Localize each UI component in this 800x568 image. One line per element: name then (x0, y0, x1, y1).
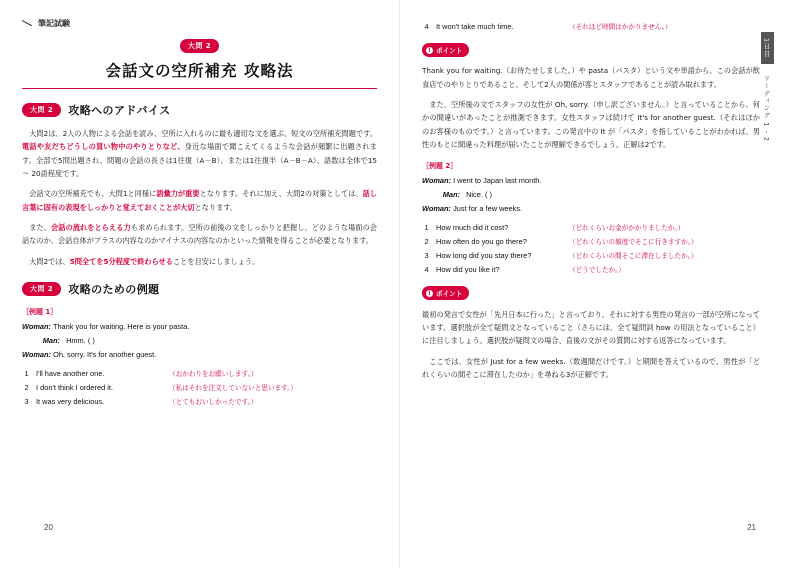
choice-text-en: How long did you stay there? (436, 251, 532, 261)
choice-number: 4 (424, 265, 429, 275)
choice-item[interactable] (422, 249, 760, 263)
choice-number: 2 (424, 237, 429, 247)
choice-text-jp: （おかわりをお願いします。） (169, 369, 258, 378)
page-title: 会話文の空所補充 攻略法 (105, 62, 294, 80)
dialogue-line (422, 175, 760, 188)
example-1-choices (22, 367, 377, 409)
side-tab-day: 1日目 (761, 32, 774, 64)
dialogue-line (422, 203, 760, 216)
speaker-label: Woman: (22, 349, 52, 359)
side-tab (760, 32, 774, 147)
advice-p1-b: 身近な場面で聞こえてくるような会話が頻繁に出題されます。全部で5問出題され、問題の会話の長さは1往復（A－B）、または1往復半（A－B－A）、語数は全体で15 ～ 20語程度です。 (22, 142, 377, 178)
point-heading-2 (422, 286, 760, 300)
example-2-label: ［例題 2］ (422, 162, 458, 171)
point-2-paragraph-1: 最初の発言で女性が「先月日本に行った」と言っており、それに対する男性の発言の一部が空所になっています。選択肢が全て疑問文となっていること（さらには、全て疑問詞 how の用法となっていること）に注目しましょう。選択肢が疑問文の場合、直後の文がその質問に対する返答になっています。 (422, 309, 760, 346)
advice-p4-highlight: 5問全てを5分程度で終わらせる (69, 256, 173, 266)
section-examples-heading (22, 281, 377, 297)
choice-item[interactable] (22, 395, 377, 409)
dialogue-line (422, 189, 760, 202)
section-title-1: 攻略へのアドバイス (68, 104, 171, 117)
speaker-label: Man: (42, 335, 60, 345)
speaker-label: Man: (442, 190, 460, 200)
choice-text-jp: （どうでしたか。） (569, 266, 626, 275)
choice-item[interactable] (22, 367, 377, 381)
advice-p2-highlight-2: 話し言葉に固有の表現をしっかりと覚えておくことが大切 (22, 189, 377, 212)
exclamation-icon: ! (426, 47, 433, 54)
dialogue-text: I went to Japan last month. (453, 176, 542, 186)
advice-p3-highlight: 会話の流れをとらえる力 (50, 222, 131, 232)
advice-paragraph-4 (22, 255, 377, 268)
choice-item[interactable] (422, 263, 760, 277)
choice-text-en: It was very delicious. (36, 396, 105, 406)
choice-text-jp: （どれくらいの間そこに滞在しましたか。） (569, 252, 698, 261)
dialogue-line (22, 321, 377, 334)
page-number-left: 20 (44, 523, 53, 532)
dialogue-text: Oh, sorry. It's for another guest. (53, 349, 157, 359)
section-badge-1: 大問 2 (22, 103, 61, 117)
page-header-label (22, 18, 377, 29)
choice-text-en: I'll have another one. (36, 368, 105, 378)
advice-p4-a: 大問2では、 (29, 256, 70, 266)
choice-text-en: It won't take much time. (436, 22, 514, 31)
choice-text-en: How often do you go there? (436, 237, 527, 247)
advice-paragraph-3 (22, 221, 377, 248)
speaker-label: Woman: (422, 204, 452, 214)
advice-p2-c: となります。 (194, 202, 238, 212)
point-heading-1 (422, 43, 760, 57)
advice-p4-b: ことを目安にしましょう。 (172, 256, 260, 266)
choice-text-jp: （どれくらいお金がかかりましたか。） (569, 224, 685, 233)
choice-item[interactable] (422, 235, 760, 249)
point-badge-1 (422, 43, 469, 57)
advice-p1-highlight: 電話や友だちどうしの買い物中のやりとりなど、 (22, 142, 185, 152)
section-advice-heading (22, 102, 377, 118)
dialogue-line (22, 349, 377, 362)
choice-text-jp: （とてもおいしかったです。） (169, 397, 258, 406)
choice-number: 3 (424, 251, 429, 261)
example-1-label: ［例題 1］ (22, 307, 58, 316)
advice-p2-a: 会話文の空所補充でも、大問1と同様に (29, 189, 157, 199)
choice-item[interactable] (422, 221, 760, 235)
example-2-choices (422, 221, 760, 277)
point-2-paragraph-2: ここでは、女性が Just for a few weeks.（数週間だけです。）と期間を答えているので、男性が「どれくらいの間そこに滞在したのか」を尋ねる3が正解です。 (422, 356, 760, 380)
example-1-choices-continued (422, 20, 760, 34)
point-badge-label: ポイント (436, 47, 463, 56)
dialogue-text: Thank you for waiting. Here is your pasta. (52, 321, 190, 331)
choice-item[interactable] (422, 20, 760, 34)
choice-number: 4 (424, 22, 429, 31)
pen-icon (22, 19, 34, 28)
advice-p1-a: 大問2は、2人の人物による会話を読み、空所に入れるのに最も適切な文を選ぶ、短文の空所補充問題です。 (29, 129, 377, 138)
chapter-title-block (22, 35, 377, 89)
choice-number: 1 (24, 368, 29, 378)
page-number-right: 21 (747, 523, 756, 532)
advice-paragraph-1 (22, 127, 377, 180)
advice-p3-a: また、 (29, 222, 51, 232)
header-label-text: 筆記試験 (38, 19, 70, 28)
choice-text-en: I don't think I ordered it. (36, 382, 114, 392)
exclamation-icon: ! (426, 290, 433, 297)
choice-text-en: How much did it cost? (436, 223, 509, 233)
dialogue-text: Hmm. ( ) (66, 335, 95, 345)
choice-text-jp: （それほど時間はかかりません。） (569, 23, 672, 31)
choice-number: 1 (424, 223, 429, 233)
choice-item[interactable] (22, 381, 377, 395)
advice-p3-b: も求められます。空所の前後の文をしっかりと把握し、どのような場面の会話なのか、会話自体がプラスの内容なのかマイナスの内容なのかといった情報を得ることが必要となります。 (22, 222, 377, 246)
chapter-badge: 大問 2 (180, 39, 219, 53)
point-1-paragraph-1: Thank you for waiting.（お待たせしました。）や pasta（パスタ）という文や単語から、この会話が飲食店でのやりとりであること、そして2人の関係が客とスタッフであることが読み取れます。 (422, 66, 760, 89)
right-page (400, 0, 800, 568)
point-badge-2 (422, 286, 469, 300)
choice-text-jp: （どれくらいの頻度でそこに行きますか。） (569, 238, 698, 247)
choice-number: 3 (24, 396, 29, 406)
side-tab-section: リーディング 1 - 2 (762, 74, 771, 142)
advice-paragraph-2 (22, 187, 377, 214)
dialogue-line (22, 335, 377, 348)
section-badge-2: 大問 2 (22, 282, 61, 296)
point-1-paragraph-2: また、空所後の文でスタッフの女性が Oh, sorry.（申し訳ございません。）と言っていることから、何かの間違いがあったことが推測できます。女性スタッフは続けて It's for another guest.（それはほかのお客様のものです。）と言っています。この発言中の It が「パスタ」を指していることがわかれば、男性のもとに間違った料理が届いたことが理解できるでしょう。正解は2です。 (422, 100, 760, 149)
dialogue-text: Just for a few weeks. (453, 204, 523, 214)
choice-text-en: How did you like it? (436, 265, 500, 275)
dialogue-text: Nice. ( ) (466, 190, 492, 200)
section-title-2: 攻略のための例題 (68, 282, 160, 296)
choice-text-jp: （私はそれを注文していないと思います。） (169, 383, 298, 392)
point-badge-label: ポイント (436, 290, 463, 299)
advice-p2-highlight-1: 語彙力が重要 (156, 189, 200, 199)
choice-number: 2 (24, 382, 29, 392)
speaker-label: Woman: (422, 176, 452, 186)
advice-p2-b: となります。それに加え、大問2の対策としては、 (199, 189, 363, 199)
speaker-label: Woman: (22, 321, 52, 331)
